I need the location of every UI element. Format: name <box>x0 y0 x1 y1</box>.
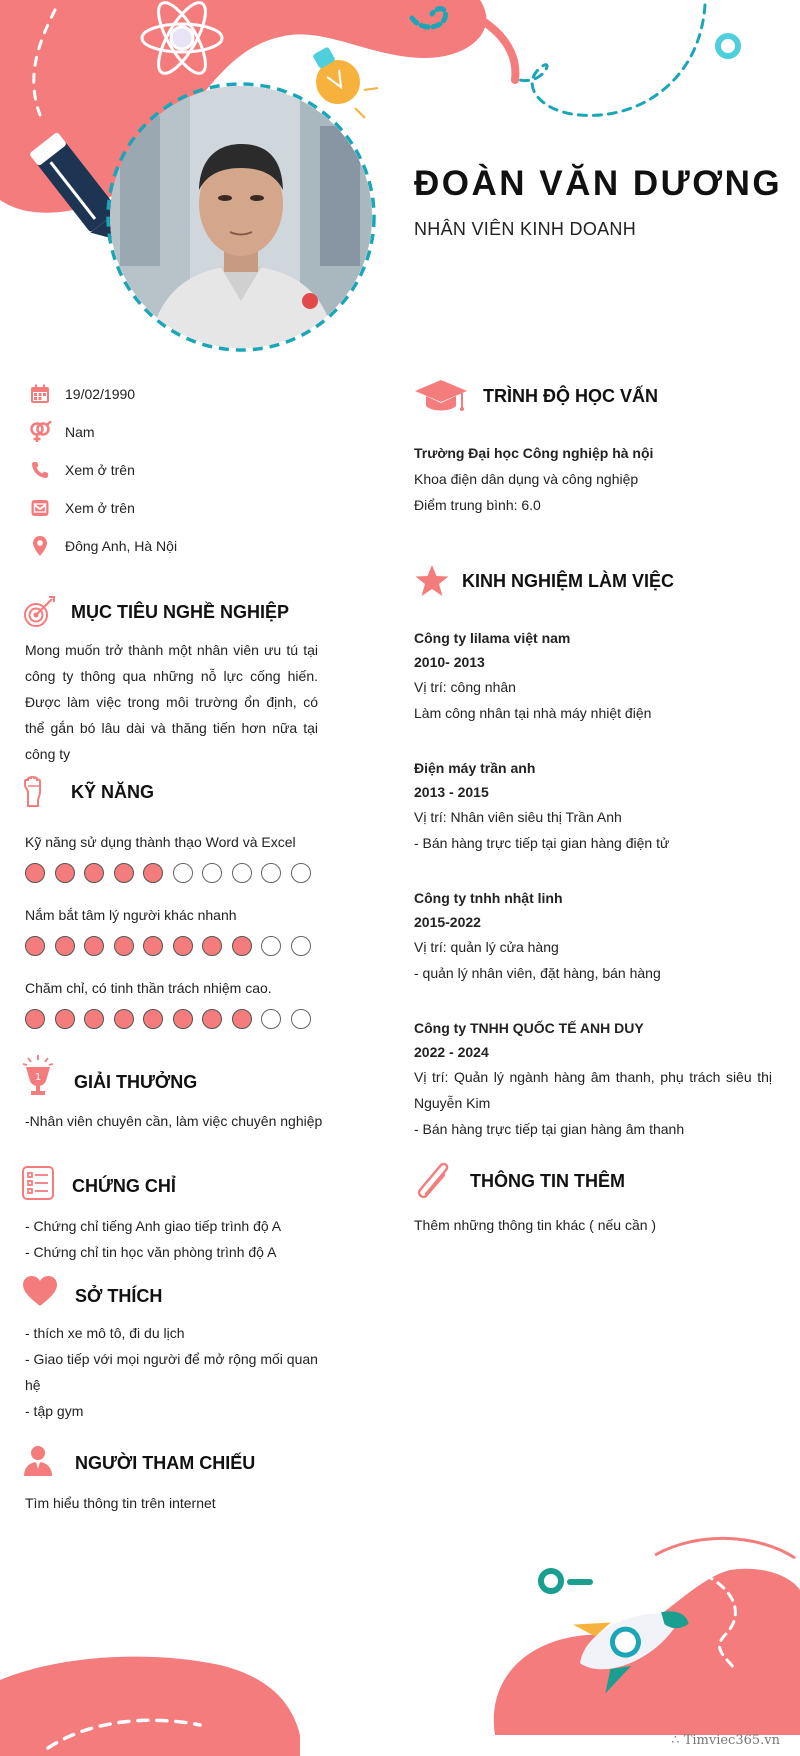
graduation-cap-icon <box>414 378 468 414</box>
rating-dot-filled <box>143 936 163 956</box>
rating-dot-filled <box>114 936 134 956</box>
gender-value: Nam <box>65 424 95 440</box>
rating-dot-filled <box>202 1009 222 1029</box>
rating-dot-filled <box>25 1009 45 1029</box>
skill-name: Kỹ năng sử dụng thành thạo Word và Excel <box>25 834 296 850</box>
references-title: NGƯỜI THAM CHIẾU <box>75 1452 256 1473</box>
rating-dot-filled <box>55 936 75 956</box>
education-heading <box>414 378 658 414</box>
trophy-icon <box>22 1055 54 1097</box>
rating-dot-empty <box>261 1009 281 1029</box>
objective-heading <box>22 595 289 629</box>
skill-rating <box>25 936 320 956</box>
skills-heading <box>22 776 154 808</box>
references-text: Tìm hiểu thông tin trên internet <box>25 1495 216 1511</box>
awards-heading <box>22 1055 197 1097</box>
heart-icon <box>22 1275 58 1307</box>
job-period: 2013 - 2015 <box>414 784 489 800</box>
hobbies-title: SỞ THÍCH <box>75 1285 163 1306</box>
job-period: 2010- 2013 <box>414 654 485 670</box>
rating-dot-empty <box>173 863 193 883</box>
job-description: Làm công nhân tại nhà máy nhiệt điện <box>414 705 652 721</box>
email-icon <box>25 493 55 523</box>
job-company: Công ty tnhh nhật linh <box>414 890 563 906</box>
rating-dot-filled <box>84 1009 104 1029</box>
awards-title: GIẢI THƯỞNG <box>74 1071 198 1092</box>
info-birthdate <box>25 379 135 409</box>
skill-name: Nắm bắt tâm lý người khác nhanh <box>25 907 237 923</box>
rating-dot-filled <box>143 1009 163 1029</box>
job-position: Vị trí: Quản lý ngành hàng âm thanh, phụ trách siêu thị Nguyễn Kim <box>414 1069 772 1111</box>
target-icon <box>22 595 56 629</box>
hobby-line: - Giao tiếp với mọi người để mở rộng mối quan hệ <box>25 1351 318 1393</box>
certificates-title: CHỨNG CHỈ <box>72 1175 176 1196</box>
job-title: NHÂN VIÊN KINH DOANH <box>414 219 637 239</box>
rating-dot-empty <box>261 863 281 883</box>
rating-dot-empty <box>291 1009 311 1029</box>
location-pin-icon <box>25 531 55 561</box>
rating-dot-filled <box>55 1009 75 1029</box>
rating-dot-filled <box>114 863 134 883</box>
certificate-line: - Chứng chỉ tiếng Anh giao tiếp trình độ A <box>25 1218 282 1234</box>
rating-dot-filled <box>143 863 163 883</box>
experience-title: KINH NGHIỆM LÀM VIỆC <box>462 570 675 591</box>
certificates-heading <box>22 1166 176 1200</box>
calendar-icon <box>25 379 55 409</box>
info-phone <box>25 455 135 485</box>
awards-text: -Nhân viên chuyên cần, làm việc chuyên nghiệp <box>25 1113 323 1129</box>
extra-info-heading <box>414 1160 625 1202</box>
avatar-photo <box>110 86 372 348</box>
job-position: Vị trí: công nhân <box>414 679 516 695</box>
job-period: 2015-2022 <box>414 914 481 930</box>
footer-decoration <box>0 1520 800 1756</box>
skill-rating <box>25 1009 320 1029</box>
job-description: - quản lý nhân viên, đặt hàng, bán hàng <box>414 965 661 981</box>
education-major: Khoa điện dân dụng và công nghiệp <box>414 471 639 487</box>
avatar <box>110 86 372 348</box>
address-value: Đông Anh, Hà Nội <box>65 538 178 554</box>
job-position: Vị trí: Nhân viên siêu thị Trần Anh <box>414 809 622 825</box>
paperclip-icon <box>414 1160 456 1202</box>
certificate-line: - Chứng chỉ tin học văn phòng trình độ A <box>25 1244 277 1260</box>
job-company: Điện máy trần anh <box>414 760 536 776</box>
gender-icon <box>25 417 55 447</box>
phone-icon <box>25 455 55 485</box>
experience-heading <box>414 564 674 598</box>
education-title: TRÌNH ĐỘ HỌC VẤN <box>483 385 658 406</box>
rating-dot-filled <box>114 1009 134 1029</box>
skill-name: Chăm chỉ, có tinh thần trách nhiệm cao. <box>25 980 272 996</box>
certificate-icon <box>22 1166 54 1200</box>
rating-dot-empty <box>291 863 311 883</box>
hobby-line: - thích xe mô tô, đi du lịch <box>25 1325 185 1341</box>
hobbies-heading <box>22 1275 162 1307</box>
job-period: 2022 - 2024 <box>414 1044 489 1060</box>
job-company: Công ty TNHH QUỐC TẾ ANH DUY <box>414 1020 644 1036</box>
svg-text:1: 1 <box>34 1072 42 1083</box>
hobby-line: - tập gym <box>25 1403 84 1419</box>
rating-dot-empty <box>232 863 252 883</box>
birthdate-value: 19/02/1990 <box>65 386 136 402</box>
job-company: Công ty lilama việt nam <box>414 630 571 646</box>
job-position: Vị trí: quản lý cửa hàng <box>414 939 559 955</box>
job-description: - Bán hàng trực tiếp tại gian hàng điện tử <box>414 835 670 851</box>
info-email <box>25 493 135 523</box>
rating-dot-filled <box>173 936 193 956</box>
rating-dot-filled <box>25 936 45 956</box>
rating-dot-empty <box>202 863 222 883</box>
skill-rating <box>25 863 320 883</box>
info-gender <box>25 417 95 447</box>
extra-info-title: THÔNG TIN THÊM <box>470 1170 625 1191</box>
rating-dot-filled <box>202 936 222 956</box>
hand-icon <box>22 776 48 808</box>
extra-info-text: Thêm những thông tin khác ( nếu cần ) <box>414 1217 657 1233</box>
candidate-name: ĐOÀN VĂN DƯƠNG <box>414 164 783 203</box>
rating-dot-filled <box>25 863 45 883</box>
phone-value: Xem ở trên <box>65 462 135 478</box>
education-gpa: Điểm trung bình: 6.0 <box>414 497 541 513</box>
job-description: - Bán hàng trực tiếp tại gian hàng âm thanh <box>414 1121 685 1137</box>
rating-dot-filled <box>55 863 75 883</box>
rating-dot-empty <box>261 936 281 956</box>
references-heading <box>22 1445 255 1477</box>
education-school: Trường Đại học Công nghiệp hà nội <box>414 445 654 461</box>
rating-dot-filled <box>173 1009 193 1029</box>
info-address <box>25 531 177 561</box>
objective-text: Mong muốn trở thành một nhân viên ưu tú tại công ty thông qua những nỗ lực cống hiến. Được làm việc trong môi trường ổn định, có thể gắn bó lâu dài và thăng tiến hơn nữa tại công ty <box>25 642 318 762</box>
skills-title: KỸ NĂNG <box>71 781 155 802</box>
email-value: Xem ở trên <box>65 500 135 516</box>
watermark: ∴ Timviec365.vn <box>671 1733 780 1748</box>
person-icon <box>22 1445 54 1477</box>
rating-dot-filled <box>232 936 252 956</box>
rating-dot-filled <box>84 863 104 883</box>
rating-dot-filled <box>232 1009 252 1029</box>
rating-dot-empty <box>291 936 311 956</box>
rating-dot-filled <box>84 936 104 956</box>
objective-title: MỤC TIÊU NGHỀ NGHIỆP <box>71 601 290 622</box>
star-icon <box>414 564 450 598</box>
